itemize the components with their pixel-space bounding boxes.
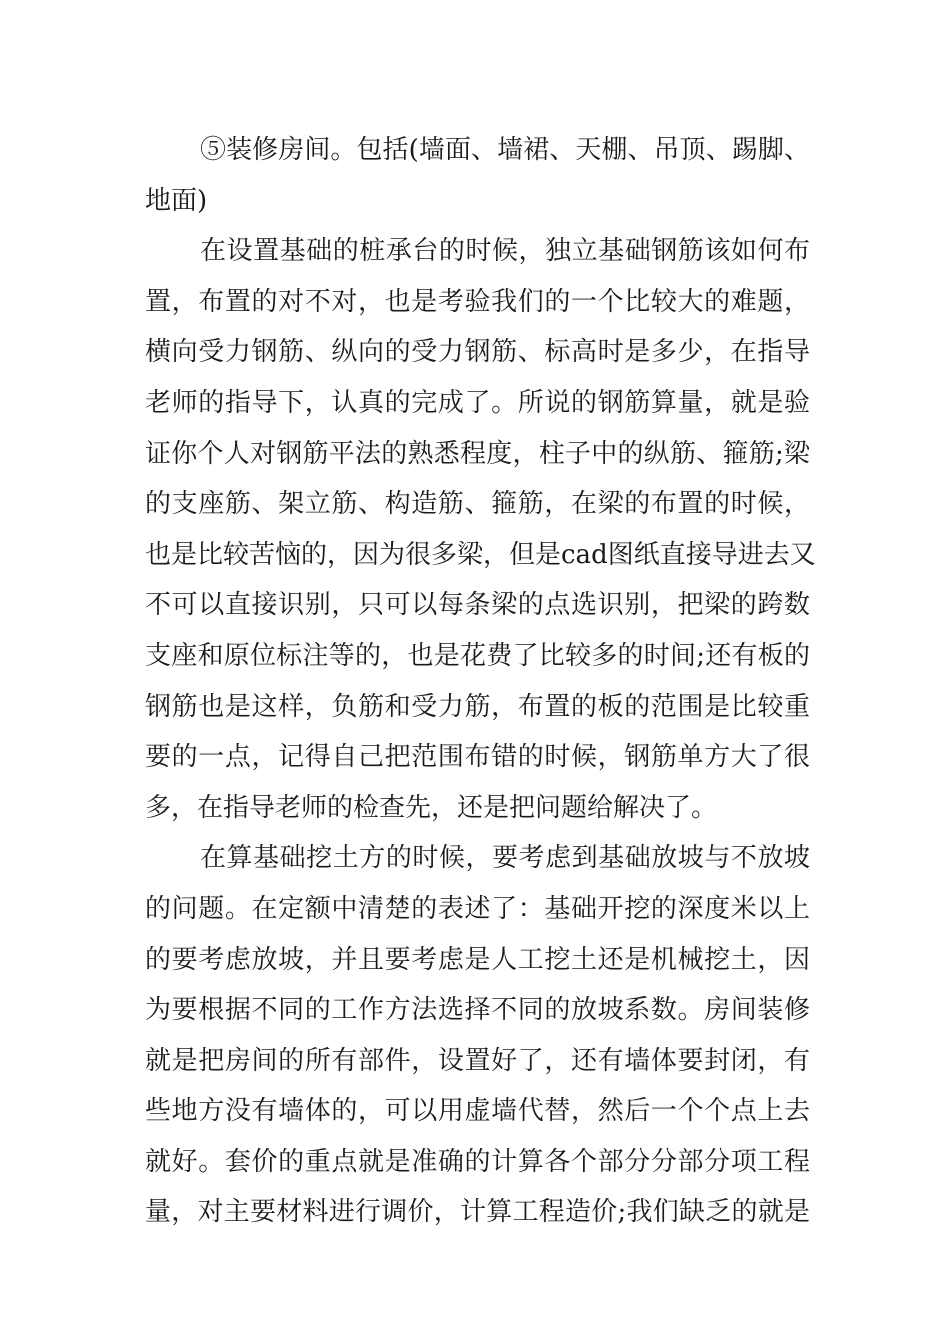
text-line: 地面)	[145, 185, 208, 216]
text-line: 为要根据不同的工作方法选择不同的放坡系数。房间装修	[145, 995, 810, 1026]
text-line: 横向受力钢筋、纵向的受力钢筋、标高时是多少，在指导	[145, 337, 810, 368]
text-line: 也是比较苦恼的，因为很多梁，但是cad图纸直接导进去又	[145, 539, 816, 570]
text-line: 的问题。在定额中清楚的表述了：基础开挖的深度米以上	[145, 893, 810, 924]
text-line: 的要考虑放坡，并且要考虑是人工挖土还是机械挖土，因	[145, 944, 810, 975]
text-line: 证你个人对钢筋平法的熟悉程度，柱子中的纵筋、箍筋;梁	[145, 438, 810, 469]
text-line: 的支座筋、架立筋、构造筋、箍筋，在梁的布置的时候，	[145, 489, 810, 520]
text-line: 量，对主要材料进行调价，计算工程造价;我们缺乏的就是	[145, 1197, 810, 1228]
text-line: 置，布置的对不对，也是考验我们的一个比较大的难题，	[145, 286, 810, 317]
text-line: 在设置基础的桩承台的时候，独立基础钢筋该如何布	[200, 236, 810, 267]
text-line: 在算基础挖土方的时候，要考虑到基础放坡与不放坡	[200, 843, 810, 874]
text-line: 些地方没有墙体的，可以用虚墙代替，然后一个个点上去	[145, 1096, 810, 1127]
body-text	[145, 125, 816, 1238]
text-line: 要的一点，记得自己把范围布错的时候，钢筋单方大了很	[145, 742, 810, 773]
text-line: 老师的指导下，认真的完成了。所说的钢筋算量，就是验	[145, 387, 810, 418]
text-line: 多，在指导老师的检查先，还是把问题给解决了。	[145, 792, 718, 823]
text-line: ⑤装修房间。包括(墙面、墙裙、天棚、吊顶、踢脚、	[200, 135, 810, 165]
text-line: 就好。套价的重点就是准确的计算各个部分分部分项工程	[145, 1146, 810, 1177]
text-line: 钢筋也是这样，负筋和受力筋，布置的板的范围是比较重	[145, 691, 810, 722]
text-line: 不可以直接识别，只可以每条梁的点选识别，把梁的跨数	[145, 590, 810, 621]
text-line: 就是把房间的所有部件，设置好了，还有墙体要封闭，有	[145, 1045, 810, 1076]
text-line: 支座和原位标注等的，也是花费了比较多的时间;还有板的	[145, 640, 810, 671]
